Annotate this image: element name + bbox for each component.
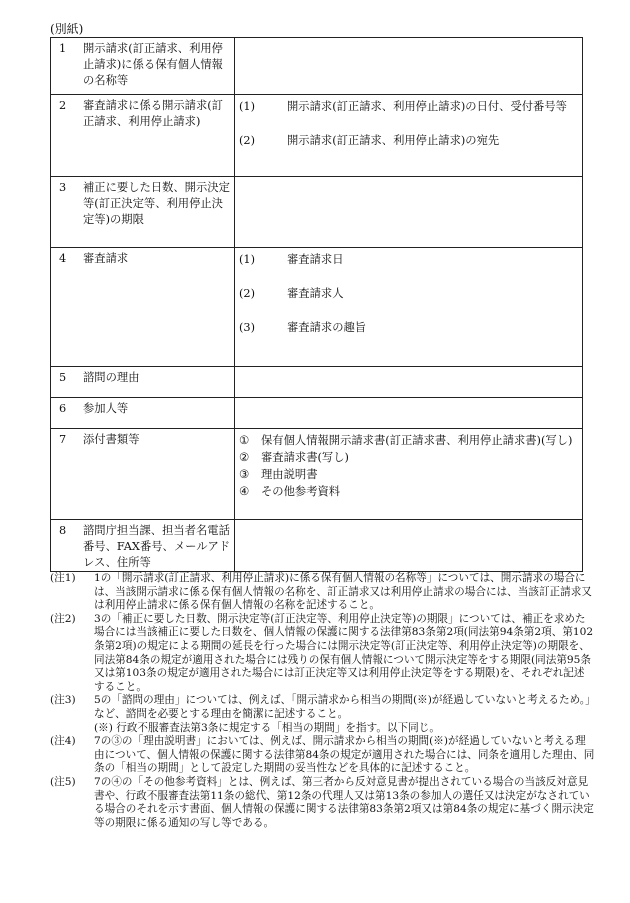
row-label: 補正に要した日数、開示決定等(訂正決定等、利用停止決定等)の期限 (83, 181, 230, 226)
item-number: ③ (239, 468, 250, 481)
table-row (51, 38, 583, 95)
note-text: 5の「諮問の理由」については、例えば、「開示請求から相当の期間(※)が経過していないと考えるため。」など、諮問を必要とする理由を簡潔に記述すること。 (94, 694, 591, 720)
value-cell (235, 429, 583, 520)
row-label: 参加人等 (83, 402, 129, 415)
item-number: ④ (239, 485, 250, 498)
note-label: (注5) (50, 775, 76, 788)
row-number: 7 (59, 433, 67, 446)
item-text: 保有個人情報開示請求書(訂正請求書、利用停止請求書)(写し) (261, 434, 573, 447)
item-number: (1) (239, 253, 256, 266)
item-number: ① (239, 434, 250, 447)
label-cell (51, 429, 235, 520)
row-number: 6 (59, 402, 67, 415)
value-cell (235, 520, 583, 572)
table-row (51, 398, 583, 429)
note-text: 7の③の「理由説明書」においては、例えば、開示請求から相当の期間(※)が経過していないと考える理由について、個人情報の保護に関する法律第84条の規定が適用された場合には、同条を適用した理由、同条の「相当の期間」として設定した期間の妥当性などを具体的に記述すること。 (94, 735, 595, 775)
note-3-sub: (※) 行政不服審査法第3条に規定する「相当の期間」を指す。以下同じ。 (94, 721, 440, 734)
value-cell (235, 248, 583, 367)
list-item (239, 449, 578, 466)
note-text: 1の「開示請求(訂正請求、利用停止請求)に係る保有個人情報の名称等」については、開示請求の場合には、当該開示請求に係る保有個人情報の名称を、訂正請求又は利用停止請求の場合には、当該訂正請求又は利用停止請求に係る保有個人情報の名称を記述すること。 (94, 572, 592, 612)
row-label: 審査請求 (83, 252, 129, 265)
label-cell (51, 520, 235, 572)
table-row (51, 520, 583, 572)
item-number: (3) (239, 321, 256, 334)
row-number: 8 (59, 524, 67, 537)
note-label: (注2) (50, 612, 76, 625)
item-text: 審査請求人 (287, 287, 344, 300)
list-item (239, 132, 578, 149)
note-text: 3の「補正に要した日数、開示決定等(訂正決定等、利用停止決定等)の期限」については、補正を求めた場合には当該補正に要した日数を、個人情報の保護に関する法律第83条第2項(同法第94条第2項、第102条第2項)の規定による期間の延長を行った場合には開示決定等(訂正決定等、利用停止決定等)の期限を、同法第84条の規定が適用された場合には残りの保有個人情報について開示決定等をする期限(同法第95条又は第103条の規定が適用された場合には訂正決定等又は利用停止決定等をする期限)を、それぞれ記述すること。 (94, 612, 594, 693)
row-number: 4 (59, 252, 67, 265)
label-cell (51, 38, 235, 95)
label-cell (51, 248, 235, 367)
label-cell (51, 95, 235, 177)
row-number: 2 (59, 99, 67, 112)
list-item (239, 466, 578, 483)
item-text: 審査請求の趣旨 (287, 321, 367, 334)
note-5 (50, 776, 595, 830)
table-row (51, 367, 583, 398)
form-table (50, 37, 583, 572)
item-text: 理由説明書 (261, 468, 318, 481)
value-cell (235, 177, 583, 248)
item-text: 審査請求書(写し) (261, 451, 349, 464)
item-number: (2) (239, 287, 256, 300)
value-cell (235, 95, 583, 177)
row-label: 諮問庁担当課、担当者名電話番号、FAX番号、メールアドレス、住所等 (83, 524, 231, 569)
value-cell (235, 38, 583, 95)
row-label: 添付書類等 (83, 433, 140, 446)
value-cell (235, 398, 583, 429)
item-text: 開示請求(訂正請求、利用停止請求)の日付、受付番号等 (287, 100, 567, 113)
row-label: 諮問の理由 (83, 371, 140, 384)
list-item (239, 285, 578, 302)
item-number: ② (239, 451, 250, 464)
note-4 (50, 735, 595, 776)
row-label: 開示請求(訂正請求、利用停止請求)に係る保有個人情報の名称等 (83, 42, 223, 87)
note-1 (50, 572, 595, 613)
note-label: (注4) (50, 735, 76, 748)
row-label: 審査請求に係る開示請求(訂正請求、利用停止請求) (83, 99, 223, 128)
table-row (51, 429, 583, 520)
note-2 (50, 613, 595, 695)
label-cell (51, 367, 235, 398)
notes-section (50, 572, 595, 830)
item-text: 審査請求日 (287, 253, 344, 266)
label-cell (51, 398, 235, 429)
note-3 (50, 694, 595, 721)
item-text: その他参考資料 (261, 485, 341, 498)
list-item (239, 483, 578, 500)
table-row (51, 177, 583, 248)
value-cell (235, 367, 583, 398)
note-label: (注1) (50, 572, 76, 584)
attachment-label: (別紙) (50, 22, 84, 36)
row-number: 5 (59, 371, 67, 384)
row-number: 3 (59, 181, 67, 194)
label-cell (51, 177, 235, 248)
note-label: (注3) (50, 694, 76, 707)
list-item (239, 319, 578, 336)
item-number: (1) (239, 100, 256, 113)
list-item (239, 432, 578, 449)
item-text: 開示請求(訂正請求、利用停止請求)の宛先 (287, 134, 500, 147)
row-number: 1 (59, 42, 67, 55)
table-row (51, 248, 583, 367)
item-number: (2) (239, 134, 256, 147)
table-row (51, 95, 583, 177)
list-item (239, 251, 578, 268)
note-text: 7の④の「その他参考資料」とは、例えば、第三者から反対意見書が提出されている場合の当該反対意見書や、行政不服審査法第11条の総代、第12条の代理人又は第13条の参加人の選任又は決定がなされている場合のそれを示す書面、個人情報の保護に関する法律第83条第2項又は第84条の規定に基づく開示決定等の期限に係る通知の写し等である。 (94, 775, 594, 829)
list-item (239, 98, 578, 115)
